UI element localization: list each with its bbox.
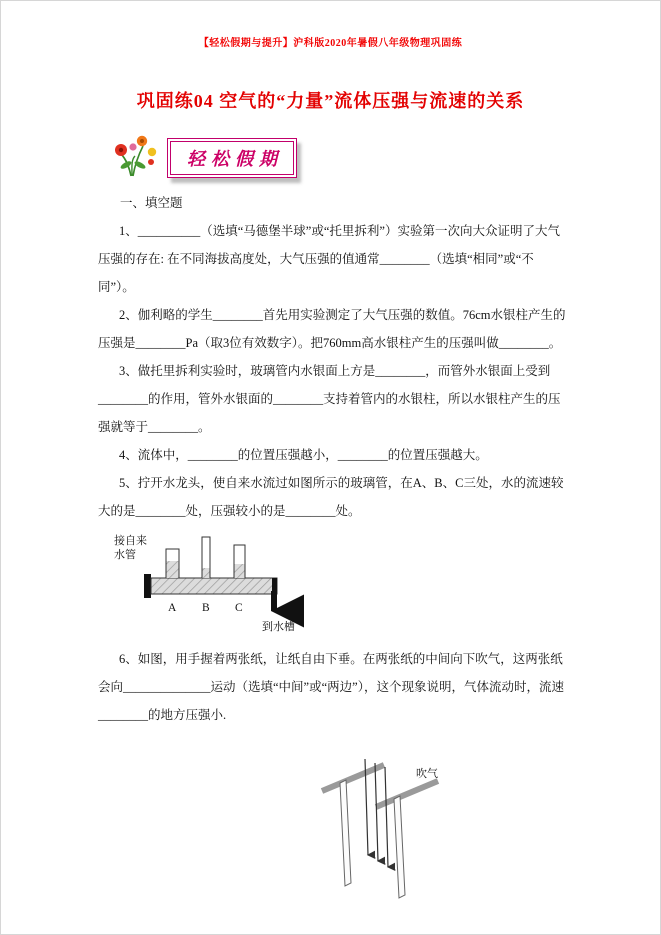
figure1-point-b-label: B bbox=[202, 602, 210, 614]
figure1-point-c-label: C bbox=[235, 602, 243, 614]
figure2-paper-right bbox=[394, 796, 405, 898]
figure2-airflow-arrow-3 bbox=[385, 767, 388, 867]
figure2-blow-label: 吹气 bbox=[416, 768, 438, 780]
figure1-inlet-fitting bbox=[144, 574, 151, 598]
decoration-block bbox=[111, 132, 297, 183]
figure1-tap-water-label-line2: 水管 bbox=[114, 549, 136, 561]
figure1-point-a-label: A bbox=[168, 602, 177, 614]
figure1-main-pipe bbox=[151, 578, 277, 594]
question-6: 6、如图，用手握着两张纸，让纸自由下垂。在两张纸的中间向下吹气，这两张纸会向______________运动（选填“中间”或“两边”），这个现象说明，气体流动时，流速________的地方压强小. bbox=[98, 652, 564, 722]
figure2-paper-left bbox=[340, 780, 351, 886]
worksheet-body bbox=[98, 189, 570, 911]
worksheet-title: 巩固练04 空气的“力量”流体压强与流速的关系 bbox=[136, 91, 525, 111]
holiday-badge: 轻松假期 bbox=[167, 138, 297, 178]
document-header: 【轻松假期与提升】沪科版2020年暑假八年级物理巩固练 bbox=[198, 38, 463, 49]
section-heading-fill-in-questions: 一、填空题 bbox=[120, 196, 183, 210]
figure1-tap-water-label-line1: 接自来 bbox=[114, 535, 147, 547]
pipe-flow-figure bbox=[114, 531, 570, 643]
question-4: 4、流体中，________的位置压强越小，________的位置压强越大。 bbox=[119, 448, 488, 462]
hanging-papers-figure bbox=[310, 743, 570, 911]
figure2-airflow-arrow-2 bbox=[375, 763, 378, 861]
question-3: 3、做托里拆利实验时，玻璃管内水银面上方是________，而管外水银面上受到________的作用，管外水银面的________支持着管内的水银柱，所以水银柱产生的压强就等于________。 bbox=[98, 364, 561, 434]
question-5: 5、拧开水龙头，使自来水流过如图所示的玻璃管，在A、B、C三处，水的流速较大的是________处，压强较小的是________处。 bbox=[98, 476, 564, 518]
question-1: 1、__________（选填“马德堡半球”或“托里拆利”）实验第一次向大众证明了大气压强的存在: 在不同海拔高度处，大气压强的值通常________（选填“相同”或“不同”）。 bbox=[98, 224, 560, 294]
flowers-illustration bbox=[111, 132, 159, 183]
figure1-sink-label: 到水槽 bbox=[262, 621, 295, 633]
question-2: 2、伽利略的学生________首先用实验测定了大气压强的数值。76cm水银柱产生的压强是________Pa（取3位有效数字）。把760mm高水银柱产生的压强叫做________。 bbox=[98, 308, 566, 350]
